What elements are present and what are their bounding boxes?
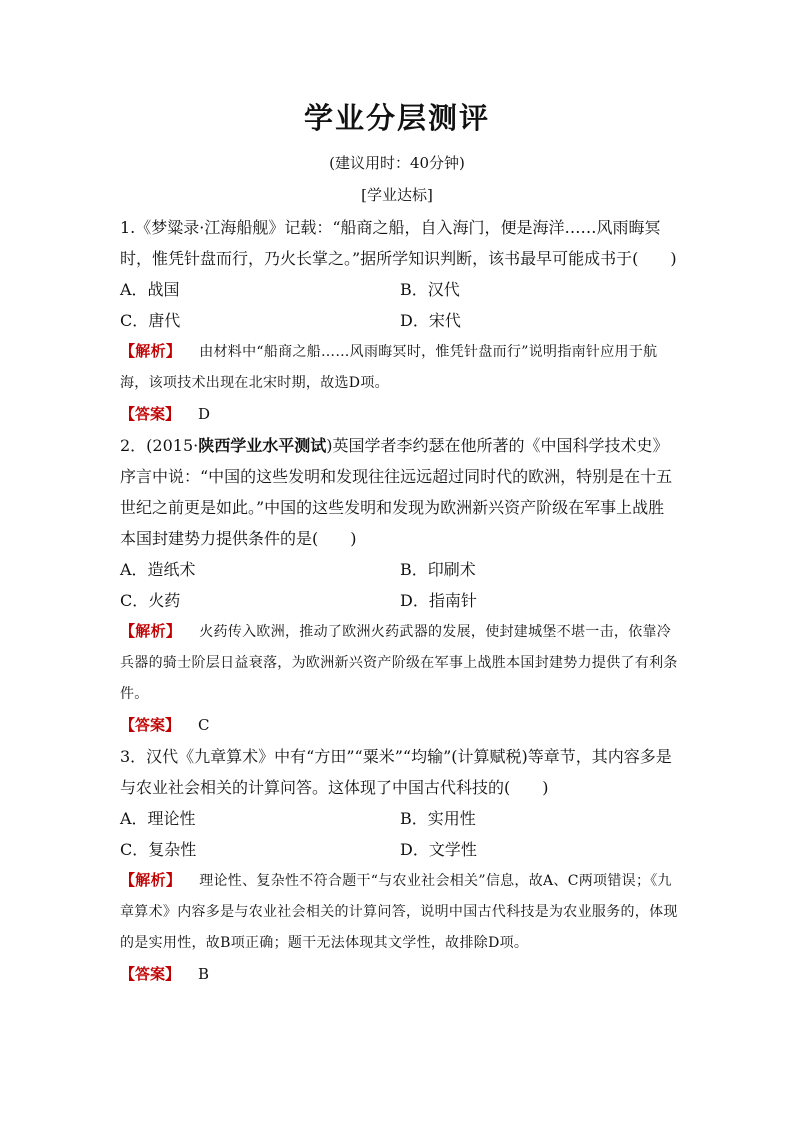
option-d: D．文学性 xyxy=(400,840,477,859)
option-b: B．汉代 xyxy=(400,280,460,299)
answer-value: B xyxy=(198,965,210,983)
question-stem xyxy=(120,430,680,554)
section-heading: [学业达标] xyxy=(361,186,433,204)
option-a: A．造纸术 xyxy=(120,560,196,579)
analysis-label: 【解析】 xyxy=(120,871,182,889)
analysis xyxy=(120,616,680,710)
option-b: B．实用性 xyxy=(400,809,476,828)
question-list xyxy=(120,212,680,990)
answer-label: 【答案】 xyxy=(120,716,181,734)
analysis-text: 理论性、复杂性不符合题干“与农业社会相关”信息，故A、C两项错误；《九章算术》内容多是与农业社会相关的计算问答，说明中国古代科技是为农业服务的，体现的是实用性，故B项正确；题干无法体现其文学性，故排除D项。 xyxy=(120,873,678,951)
options-row xyxy=(120,274,680,305)
options-row xyxy=(120,803,680,834)
option-a: A．战国 xyxy=(120,280,180,299)
option-d: D．指南针 xyxy=(400,591,477,610)
option-a: A．理论性 xyxy=(120,809,196,828)
options-row xyxy=(120,585,680,616)
option-d: D．宋代 xyxy=(400,311,461,330)
analysis xyxy=(120,336,680,399)
question-1 xyxy=(120,212,680,430)
analysis-label: 【解析】 xyxy=(120,342,182,360)
answer-value: C xyxy=(198,716,210,734)
option-c: C．火药 xyxy=(120,591,181,610)
answer xyxy=(120,399,680,430)
options-row xyxy=(120,834,680,865)
suggested-time: (建议用时：40分钟) xyxy=(329,154,465,172)
option-c: C．唐代 xyxy=(120,311,181,330)
question-stem: 1.《梦粱录·江海船舰》记载：“船商之船，自入海门，便是海洋……风雨晦冥时，惟凭针盘而行，乃火长掌之。”据所学知识判断，该书最早可能成书于( ) xyxy=(120,218,677,268)
question-2 xyxy=(120,430,680,741)
analysis-label: 【解析】 xyxy=(120,622,182,640)
answer xyxy=(120,710,680,741)
question-3 xyxy=(120,741,680,990)
analysis-text: 由材料中“船商之船……风雨晦冥时，惟凭针盘而行”说明指南针应用于航海，该项技术出现在北宋时期，故选D项。 xyxy=(120,344,658,391)
option-c: C．复杂性 xyxy=(120,840,197,859)
answer-label: 【答案】 xyxy=(120,965,181,983)
answer xyxy=(120,959,680,990)
question-text: )英国学者李约瑟在他所著的《中国科学技术史》序言中说：“中国的这些发明和发现往往远远超过同时代的欧洲，特别是在十五世纪之前更是如此。”中国的这些发明和发现为欧洲新兴资产阶级在军事上战胜本国封建势力提供条件的是( ) xyxy=(120,436,673,548)
question-stem: 3．汉代《九章算术》中有“方田”“粟米”“均输”(计算赋税)等章节，其内容多是与农业社会相关的计算问答。这体现了中国古代科技的( ) xyxy=(120,747,672,797)
option-b: B．印刷术 xyxy=(400,560,476,579)
options-row xyxy=(120,554,680,585)
options-row xyxy=(120,305,680,336)
analysis xyxy=(120,865,680,959)
question-number: 2．(2015· xyxy=(120,436,199,455)
answer-value: D xyxy=(198,405,211,423)
analysis-text: 火药传入欧洲，推动了欧洲火药武器的发展，使封建城堡不堪一击，依靠冷兵器的骑士阶层日益衰落，为欧洲新兴资产阶级在军事上战胜本国封建势力提供了有利条件。 xyxy=(120,624,678,702)
answer-label: 【答案】 xyxy=(120,405,181,423)
page-title: 学业分层测评 xyxy=(303,101,490,135)
question-source: 陕西学业水平测试 xyxy=(198,436,327,455)
